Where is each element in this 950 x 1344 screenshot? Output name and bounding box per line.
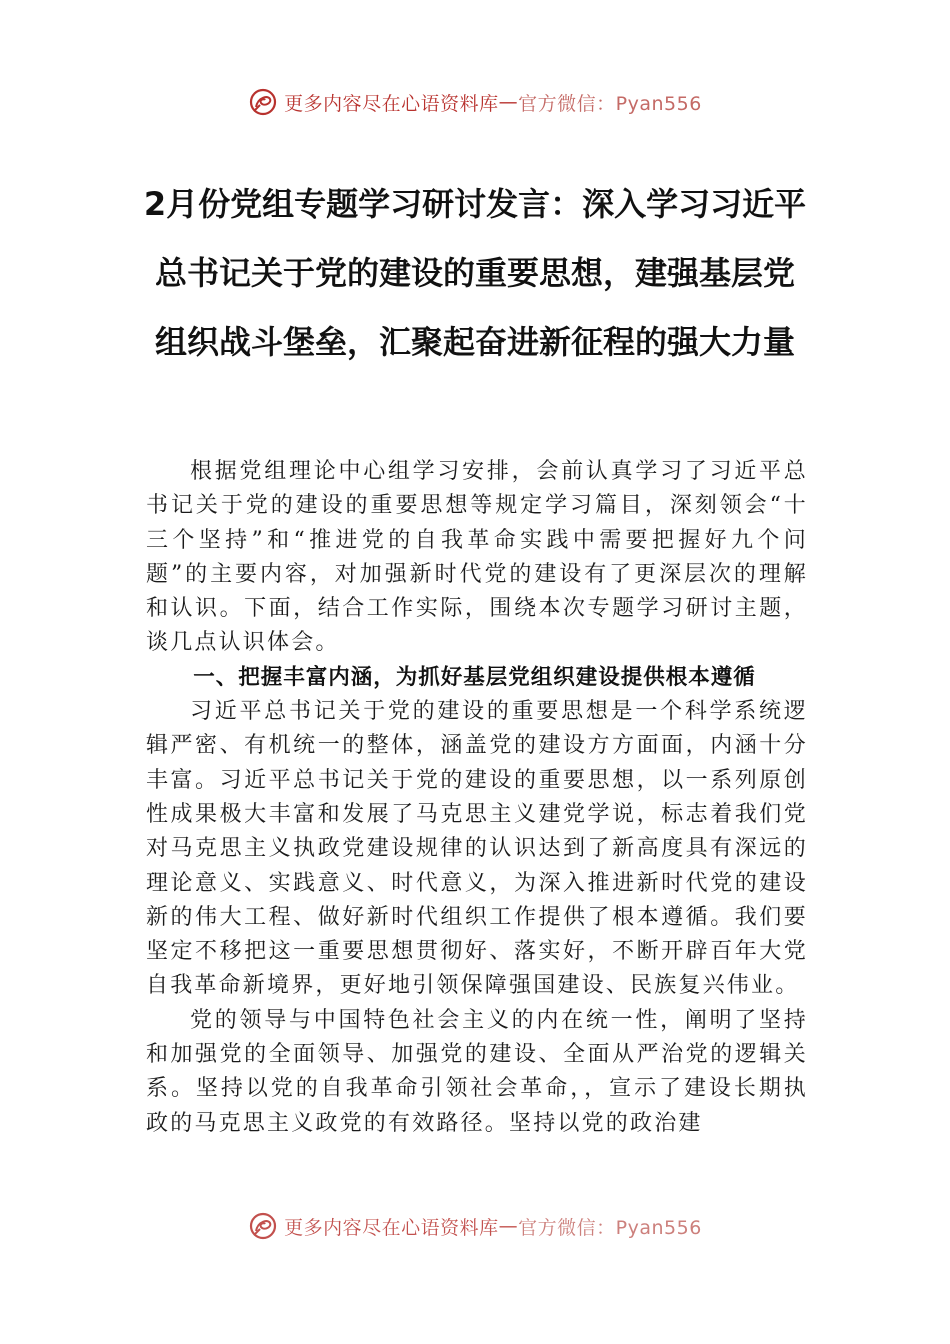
body-paragraph: 党的领导与中国特色社会主义的内在统一性，阐明了坚持和加强党的全面领导、加强党的建设、全面从严治党的逻辑关系。坚持以党的自我革命引领社会革命，，宣示了建设长期执政的马克思主义政党的有效路径。坚持以党的政治建 [146,1007,808,1136]
watermark-text: 更多内容尽在心语资料库 [284,1216,499,1239]
body-paragraph: 习近平总书记关于党的建设的重要思想是一个科学系统逻辑严密、有机统一的整体，涵盖党的建设方方面面，内涵十分丰富。习近平总书记关于党的建设的重要思想，以一系列原创性成果极大丰富和发展了马克思主义建党学说，标志着我们党对马克思主义执政党建设规律的认识达到了新高度具有深远的理论意义、实践意义、时代意义，为深入推进新时代党的建设新的伟大工程、做好新时代组织工作提供了根本遵循。我们要坚定不移把这一重要思想贯彻好、落实好，不断开辟百年大党自我革命新境界，更好地引领保障强国建设、民族复兴伟业。 [146,699,808,999]
watermark-separator: — [498,1215,519,1237]
document-body [146,455,808,1141]
section-heading: 一、把握丰富内涵，为抓好基层党组织建设提供根本遵循 [193,664,756,690]
watermark-text: 更多内容尽在心语资料库 [284,92,499,115]
watermark-contact: 官方微信：Pyan556 [518,92,702,115]
watermark-contact: 官方微信：Pyan556 [518,1216,702,1239]
swirl-logo-icon [248,1211,278,1241]
watermark-separator: — [498,91,519,113]
watermark-banner-bottom [0,1206,950,1246]
intro-paragraph: 根据党组理论中心组学习安排，会前认真学习了习近平总书记关于党的建设的重要思想等规定学习篇目，深刻领会“十三个坚持”和“推进党的自我革命实践中需要把握好九个问题”的主要内容，对加强新时代党的建设有了更深层次的理解和认识。下面，结合工作实际，围绕本次专题学习研讨主题，谈几点认识体会。 [146,459,808,656]
watermark-banner-top [0,82,950,122]
swirl-logo-icon [248,87,278,117]
document-title: 2月份党组专题学习研讨发言：深入学习习近平总书记关于党的建设的重要思想，建强基层党组织战斗堡垒，汇聚起奋进新征程的强大力量 [143,185,807,361]
